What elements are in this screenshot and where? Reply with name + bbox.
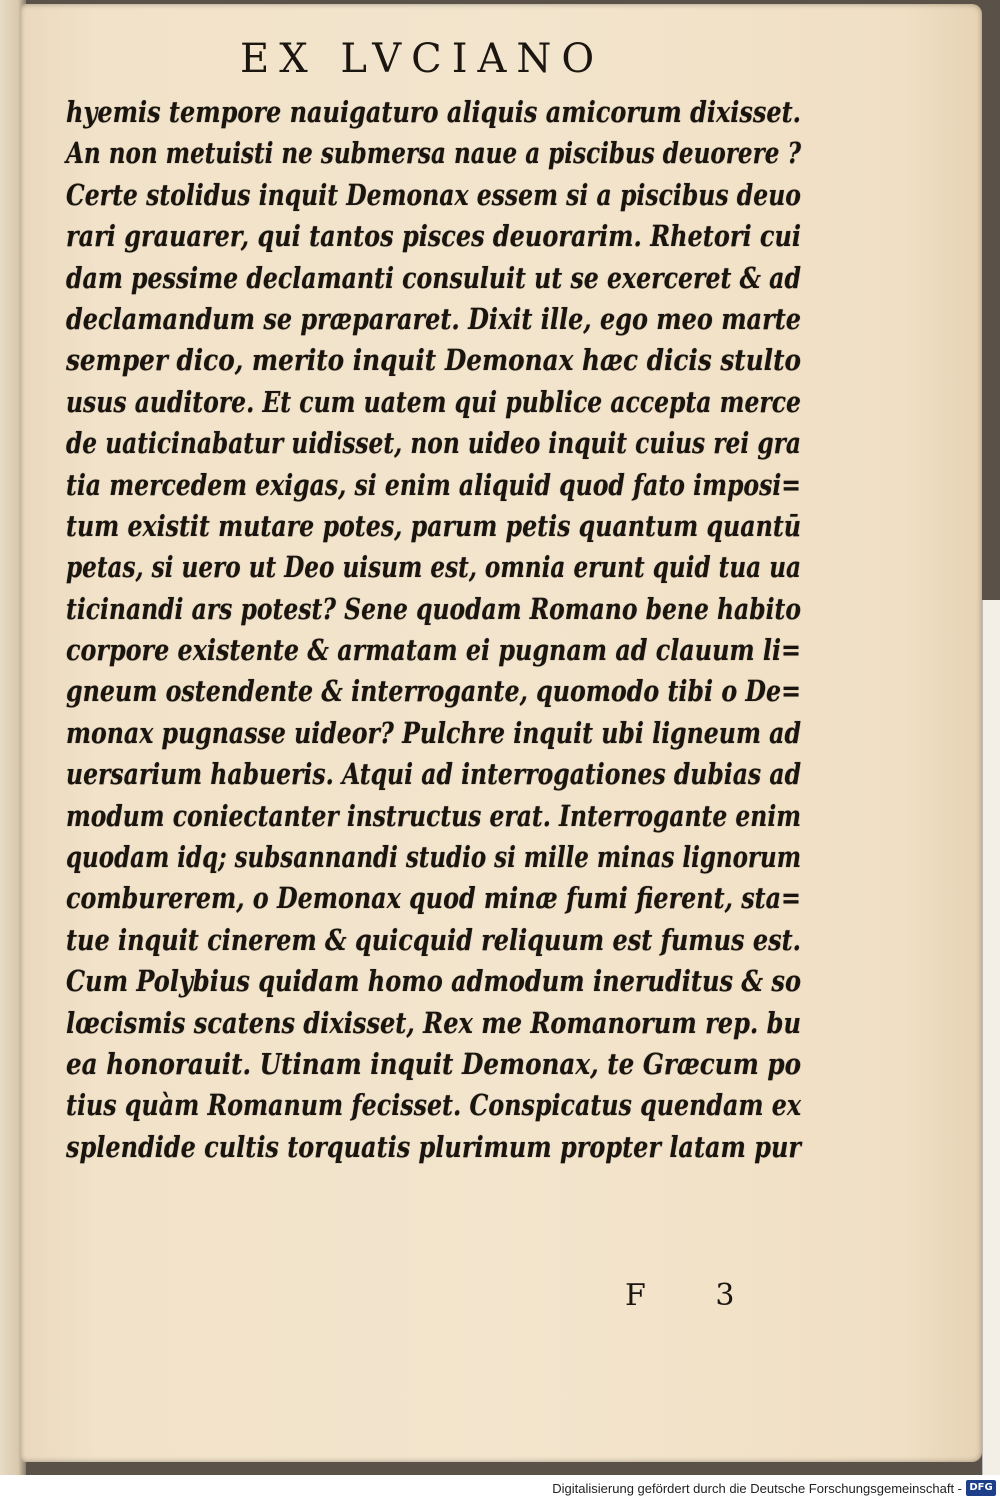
text-line: quodam idq; subsannandi studio si mille minas lignorum [66,840,801,875]
dfg-logo-icon: DFG [966,1480,996,1496]
text-line: Cum Polybius quidam homo admodum ineruditus & so [66,964,801,999]
text-line: tius quàm Romanum fecisset. Conspicatus quendam ex [66,1088,801,1123]
text-line: tum existit mutare potes, parum petis quantum quantū [66,508,801,543]
text-line: ea honorauit. Utinam inquit Demonax, te Græcum po [66,1046,801,1081]
text-line: ticinandi ars potest? Sene quodam Romano bene habito [66,591,801,626]
text-line: lœcismis scatens dixisset, Rex me Romanorum rep. bu [66,1005,801,1040]
text-line: dam pessime declamanti consuluit ut se exerceret & ad [66,260,801,295]
text-line: semper dico, merito inquit Demonax hæc dicis stulto [66,343,801,378]
right-page-strip [982,600,1000,1475]
text-line: tue inquit cinerem & quicquid reliquum est fumus est. [66,922,801,957]
text-line: monax pugnasse uideor? Pulchre inquit ubi ligneum ad [66,715,801,750]
text-line: comburerem, o Demonax quod minæ fumi fierent, sta= [66,881,801,916]
text-line: uersarium habueris. Atqui ad interrogationes dubias ad [66,757,801,792]
signature-mark: F 3 [625,1278,765,1313]
funding-credit: Digitalisierung gefördert durch die Deutsche Forschungsgemeinschaft - [552,1481,962,1496]
text-line: corpore existente & armatam ei pugnam ad clauum li= [66,633,801,668]
text-line: splendide cultis torquatis plurimum propter latam pur [66,1129,801,1164]
footer-bar [0,1475,1000,1501]
text-line: declamandum se præpararet. Dixit ille, ego meo marte [66,301,801,336]
body-text [66,92,806,1168]
text-line: An non metuisti ne submersa naue a piscibus deuorere ? [66,136,801,171]
text-line: tia mercedem exigas, si enim aliquid quod fato imposi= [66,467,801,502]
running-header: EX LVCIANO [240,36,605,82]
text-line: hyemis tempore nauigaturo aliquis amicorum dixisset. [66,95,801,129]
text-line: gneum ostendente & interrogante, quomodo tibi o De= [66,674,801,709]
text-line: petas, si uero ut Deo uisum est, omnia erunt quid tua ua [66,550,801,585]
text-line: Certe stolidus inquit Demonax essem si a piscibus deuo [66,177,801,212]
right-dark-edge [982,0,1000,600]
text-line: usus auditore. Et cum uatem qui publice accepta merce [66,384,801,419]
text-line: de uaticinabatur uidisset, non uideo inquit cuius rei gra [66,426,801,461]
text-line: rari grauarer, qui tantos pisces deuorarim. Rhetori cui [66,219,801,254]
text-line: modum coniectanter instructus erat. Interrogante enim [66,798,801,833]
